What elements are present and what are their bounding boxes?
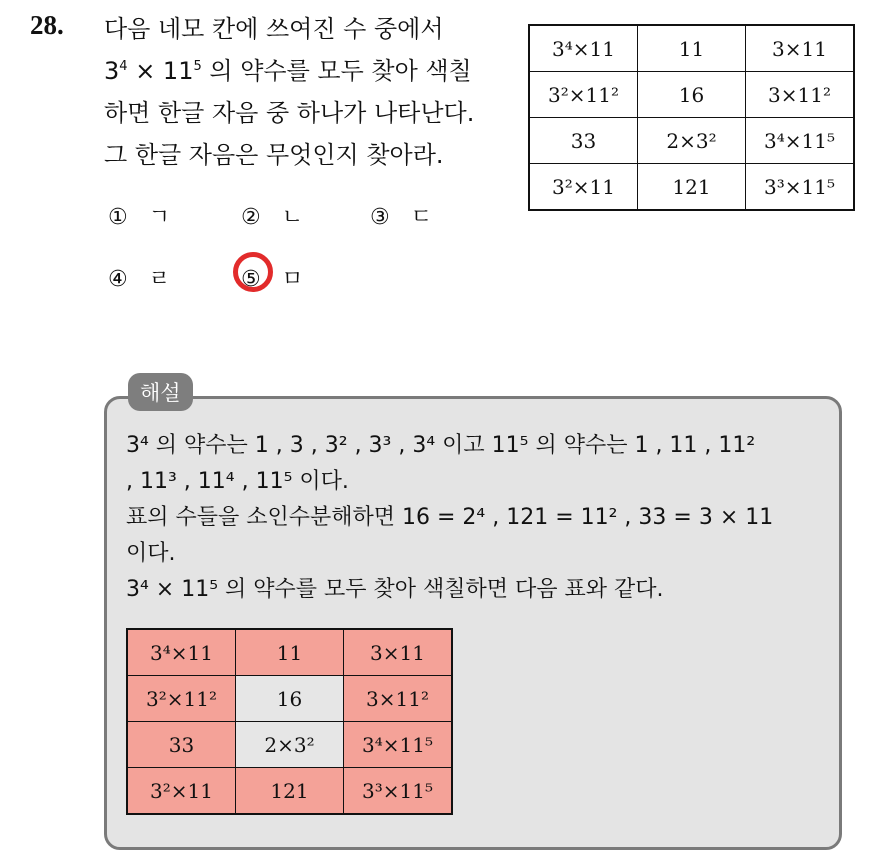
solution-cell: 3³×11⁵	[344, 768, 453, 815]
grid-cell: 3×11²	[746, 72, 855, 118]
choice-number: ①	[108, 205, 128, 230]
grid-cell: 121	[638, 164, 746, 211]
grid-cell: 2×3²	[638, 118, 746, 164]
solution-grid	[126, 628, 453, 815]
choice-number: ⑤	[241, 267, 261, 292]
choice-number: ④	[108, 267, 128, 292]
solution-text	[126, 428, 830, 608]
choice-text: ㄹ	[148, 267, 170, 292]
solution-line-4: 이다.	[126, 541, 176, 566]
number-grid	[528, 24, 855, 211]
solution-cell: 3×11	[344, 629, 453, 676]
grid-cell: 3⁴×11	[529, 25, 638, 72]
grid-cell: 33	[529, 118, 638, 164]
solution-cell: 33	[127, 722, 236, 768]
grid-cell: 3²×11²	[529, 72, 638, 118]
solution-tag: 해설	[128, 373, 193, 411]
grid-cell: 11	[638, 25, 746, 72]
question-line-2-text: 의 약수를 모두 찾아 색칠	[209, 57, 472, 85]
grid-cell: 16	[638, 72, 746, 118]
question-line-3: 하면 한글 자음 중 하나가 나타난다.	[104, 99, 475, 127]
solution-line-5: 3⁴ × 11⁵ 의 약수를 모두 찾아 색칠하면 다음 표와 같다.	[126, 577, 664, 602]
choice-number: ③	[370, 205, 390, 230]
question-text	[104, 8, 504, 176]
choice-text: ㄴ	[281, 205, 303, 230]
solution-line-1: 3⁴ 의 약수는 1 , 3 , 3² , 3³ , 3⁴ 이고 11⁵ 의 약수는 1 , 11 , 11²	[126, 433, 756, 458]
grid-cell: 3×11	[746, 25, 855, 72]
solution-line-2: , 11³ , 11⁴ , 11⁵ 이다.	[126, 469, 349, 494]
expression-base: $3^4 \times 11^5$	[104, 57, 202, 85]
grid-cell: 3³×11⁵	[746, 164, 855, 211]
choice-text: ㅁ	[281, 267, 303, 292]
choice-text: ㄷ	[410, 205, 432, 230]
solution-cell: 3⁴×11	[127, 629, 236, 676]
question-line-1: 다음 네모 칸에 쓰여진 수 중에서	[104, 15, 444, 43]
choice-4[interactable]	[108, 262, 170, 293]
solution-cell: 11	[236, 629, 344, 676]
question-number: 28.	[30, 10, 64, 40]
choice-2[interactable]	[241, 200, 303, 231]
solution-cell: 3×11²	[344, 676, 453, 722]
grid-cell: 3²×11	[529, 164, 638, 211]
choice-number: ②	[241, 205, 261, 230]
choice-text: ㄱ	[148, 205, 170, 230]
solution-cell: 3⁴×11⁵	[344, 722, 453, 768]
solution-line-3: 표의 수들을 소인수분해하면 16 = 2⁴ , 121 = 11² , 33 = 3 × 11	[126, 505, 774, 530]
solution-cell: 3²×11	[127, 768, 236, 815]
solution-cell: 16	[236, 676, 344, 722]
question-line-2	[104, 50, 504, 92]
solution-cell: 2×3²	[236, 722, 344, 768]
solution-cell: 3²×11²	[127, 676, 236, 722]
grid-cell: 3⁴×11⁵	[746, 118, 855, 164]
answer-circle-mark	[233, 252, 273, 292]
question-line-4: 그 한글 자음은 무엇인지 찾아라.	[104, 141, 444, 169]
solution-cell: 121	[236, 768, 344, 815]
choice-3[interactable]	[370, 200, 432, 231]
choice-1[interactable]	[108, 200, 170, 231]
